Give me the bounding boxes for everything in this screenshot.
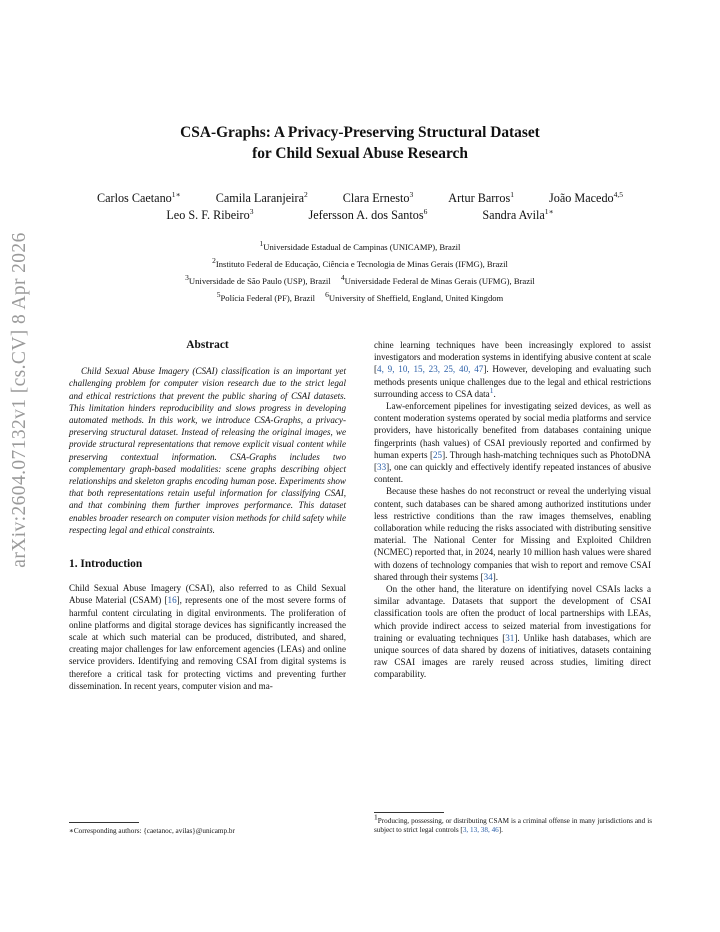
citation-link[interactable]: 25 (433, 449, 443, 460)
corresponding-authors-footnote: ∗Corresponding authors: {caetanoc, avilas}@unicamp.br (69, 827, 235, 835)
intro-paragraph-continued: chine learning techniques have been increasingly explored to assist investigators and moderation systems in identifying abusive content at scale [4, 9, 10, 15, 23, 25, 40, 47]. However, developing and evaluating such methods presents unique challenges due to the legal and ethical restrictions surrounding access to CSA data$^1$. (374, 340, 652, 399)
affiliation-row-3 (60, 273, 660, 289)
section-heading-introduction: 1. Introduction (69, 558, 143, 571)
author: Clara Ernesto$^3$ (342, 189, 414, 205)
author: Sandra Avila$^{1∗}$ (482, 206, 554, 222)
footnote-rule (69, 822, 139, 823)
affiliation-3: $^3$Universidade de São Paulo (USP), Brazil (185, 273, 331, 286)
legal-footnote: $^1$Producing, possessing, or distributing CSAM is a criminal offense in many jurisdictions and is subject to strict legal controls [3, 13, 38, 46]. (374, 812, 652, 834)
footnote-rule (374, 812, 444, 813)
citation-link[interactable]: 33 (377, 462, 387, 473)
left-column (69, 339, 346, 692)
paper-title-line-2: for Child Sexual Abuse Research (252, 145, 468, 162)
affiliation-6: $^6$University of Sheffield, England, United Kingdom (325, 290, 504, 303)
footnote-marker[interactable]: 1 (489, 385, 494, 395)
arxiv-identifier: arXiv:2604.07132v1 [cs.CV] 8 Apr 2026 (9, 232, 30, 568)
citation-link[interactable]: 3, 13, 38, 46 (462, 826, 499, 834)
citation-link[interactable]: 4, 9, 10, 15, 23, 25, 40, 47 (377, 364, 484, 375)
affiliation-row-4 (60, 290, 660, 306)
author: Jefersson A. dos Santos$^6$ (308, 206, 428, 222)
abstract-text: Child Sexual Abuse Imagery (CSAI) classification is an important yet challenging problem for computer vision research due to the strict legal and ethical restrictions that prevent the public sharing of CSAI datasets. This limitation hinders reproducibility and slows progress in developing automated methods. In this work, we introduce CSA-Graphs, a privacy-preserving structural dataset. Instead of releasing the original images, we provide structural representations that remove explicit visual content while preserving contextual information. CSA-Graphs includes two complementary graph-based modalities: scene graphs describing object relationships and skeleton graphs encoding human pose. Experiments show that both representations retain useful information for classifying CSAI, and that combining them further improves performance. This dataset enables broader research on computer vision methods for child safety while respecting legal and ethical constraints. (69, 366, 346, 535)
abstract-heading: Abstract (186, 339, 229, 351)
intro-paragraph-2: Law-enforcement pipelines for investigating seized devices, as well as content moderation systems operated by social media platforms and service providers, have historically benefited from databases containing unique fingerprints (hash values) of CSAI previously reported and confirmed by human experts [25]. Through hash-matching techniques such as PhotoDNA [33], one can quickly and effectively identify repeated instances of abusive content. (374, 401, 651, 485)
author: João Macedo$^{4,5}$ (549, 189, 624, 205)
intro-paragraph-4: On the other hand, the literature on identifying novel CSAIs lacks a similar advantage. Datasets that support the development of CSAI classification tools are often the product of local partnerships with LEAs, which provide indirect access to seized material from investigations for training or evaluating techniques [31]. Unlike hash databases, which are unique sources of data shared by dozens of initiatives, datasets containing raw CSAI images are rarely reused across studies, limiting direct comparability. (374, 584, 651, 680)
affiliation-1: $^1$Universidade Estadual de Campinas (UNICAMP), Brazil (259, 239, 461, 252)
affiliation-5: $^5$Polícia Federal (PF), Brazil (216, 290, 316, 303)
affiliation-4: $^4$Universidade Federal de Minas Gerais (UFMG), Brazil (340, 273, 535, 286)
author: Artur Barros$^1$ (448, 189, 514, 205)
paper-title-line-1: CSA-Graphs: A Privacy-Preserving Structural Dataset (180, 124, 540, 141)
citation-link[interactable]: 31 (505, 632, 515, 643)
citation-link[interactable]: 34 (483, 571, 493, 582)
intro-paragraph-1: Child Sexual Abuse Imagery (CSAI), also referred to as Child Sexual Abuse Material (CSAM) [16], represents one of the most severe forms of harmful content circulating in digital environments. The proliferation of online platforms and digital storage devices has significantly increased the scale at which such material can be produced, distributed, and shared, creating major challenges for law enforcement agencies (LEAs) and online service providers. Identifying and removing CSAI from digital systems is therefore a critical task for protecting victims and preventing further dissemination. In recent years, computer vision and ma- (69, 583, 346, 691)
author: Leo S. F. Ribeiro$^3$ (166, 206, 254, 222)
citation-link[interactable]: 16 (167, 595, 177, 606)
affiliation-2: $^2$Instituto Federal de Educação, Ciência e Tecnologia de Minas Gerais (IFMG), Brazil (212, 256, 508, 269)
author: Carlos Caetano$^{1∗}$ (96, 189, 181, 205)
author-row-1 (60, 189, 660, 207)
intro-paragraph-3: Because these hashes do not reconstruct or reveal the underlying visual content, such databases can be shared among authorized institutions under less restrictive conditions than the raw images themselves, enabling collaboration while reducing the risks associated with distributing sensitive material. The National Center for Missing and Exploited Children (NCMEC) reported that, in 2024, nearly 10 million hash values were shared with dozens of technology companies that wish to report and remove CSAI shared through their systems [34]. (374, 486, 651, 582)
right-column (374, 339, 651, 681)
author: Camila Laranjeira$^2$ (215, 189, 308, 205)
author-row-2 (60, 206, 660, 224)
